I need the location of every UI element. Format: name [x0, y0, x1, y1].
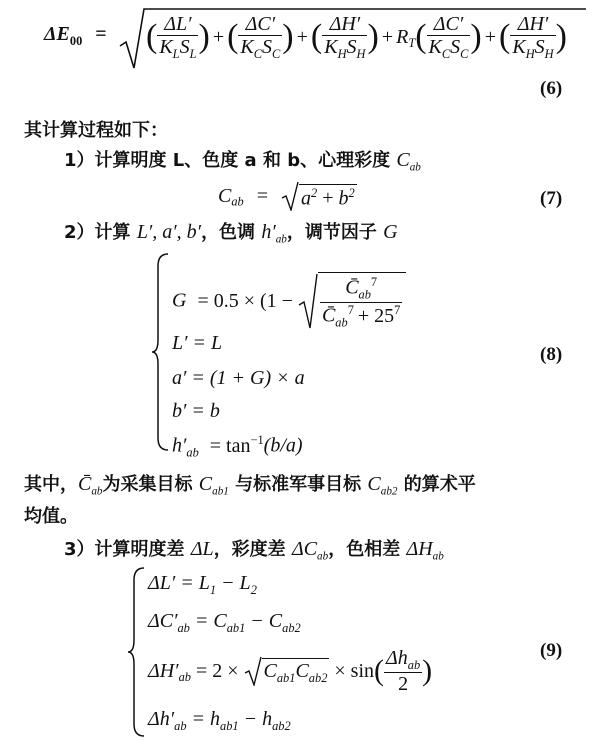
- intro-text: 其计算过程如下：: [24, 120, 168, 141]
- left-brace-eq9: [126, 566, 148, 738]
- eq6-frac-3: $\frac{\Delta H'}{K_HS_H}$: [324, 13, 366, 61]
- eq8-row2: L′ = L: [172, 332, 223, 354]
- eq9-row2: $\Delta C'_{ab} = C_{ab1} - C_{ab2}$: [148, 610, 301, 635]
- radical-sign-eq9: [244, 656, 262, 686]
- eq7-sqrt: $a^2 + b^2$: [281, 181, 357, 211]
- eq6-frac-2: $\frac{\Delta C'}{K_CS_C}$: [240, 13, 281, 61]
- eq8-row4: b′ = b: [172, 400, 220, 422]
- eq8-number: (8): [540, 344, 563, 365]
- eq6-number: (6): [540, 78, 563, 99]
- eq9-row4: $\Delta h'_{ab} = h_{ab1} - h_{ab2}$: [148, 708, 291, 733]
- eq7-number: (7): [540, 188, 563, 209]
- eq8-row3: a′ = (1 + G) × a: [172, 367, 305, 389]
- para-line1: 其中，$C̄_{ab}$为采集目标 $C_{ab1}$ 与标准军事目标 $C_{ab2}$ 的算术平: [24, 473, 476, 498]
- left-brace-eq8: [150, 252, 172, 452]
- eq9-frac: $\frac{\Delta h_{ab}}{2}$: [386, 647, 421, 696]
- eq9-row3: $\Delta H'_{ab} = 2 \times C_{ab1}C_{ab2} \times \sin$( $\frac{\Delta h_{ab}}{2}$ ): [148, 647, 433, 696]
- eq6-lhs: $\Delta E_{00}$ =: [44, 23, 107, 48]
- step2-text: 2）计算 L′, a′, b′，色调 $h'_{ab}$，调节因子 G: [64, 221, 398, 246]
- eq8-row1: G = 0.5 × (1 − $\frac{C̄_{ab}^7}{C̄_{ab}^7 + 25^7}$: [172, 272, 406, 329]
- para-line2: 均值。: [24, 506, 78, 527]
- step1-text: 1）计算明度 L、色度 a 和 b、心理彩度 $C_{ab}$: [64, 149, 421, 174]
- eq6-body: ( $\frac{\Delta L'}{K_LS_L}$ ) +( $\frac{\Delta C'}{K_CS_C}$ ) +( $\frac{\Delta H'}{K_HS_H}$ ) + $R_T$( $\frac{\Delta C'}{K_CS_C}$ ) +( $\frac{\Delta H'}{K_HS_H}$ ): [146, 13, 567, 61]
- eq6-frac-4: $\frac{\Delta C'}{K_CS_C}$: [428, 13, 469, 61]
- eq9-row1: $\Delta L' = L_1 - L_2$: [148, 572, 257, 597]
- radical-sign-eq7: [281, 181, 299, 211]
- radical-sign-eq8: [298, 273, 318, 329]
- eq9-sqrt: $C_{ab1}C_{ab2}$: [244, 656, 330, 686]
- step3-text: 3）计算明度差 ΔL，彩度差 $\Delta C_{ab}$，色相差 $\Delta H_{ab}$: [64, 538, 444, 563]
- eq9-number: (9): [540, 640, 563, 661]
- eq6-frac-1: $\frac{\Delta L'}{K_LS_L}$: [159, 13, 197, 61]
- eq6-frac-5: $\frac{\Delta H'}{K_HS_H}$: [512, 13, 554, 61]
- eq8-sqrt: $\frac{C̄_{ab}^7}{C̄_{ab}^7 + 25^7}$: [298, 272, 406, 329]
- eq8-row5: $h'_{ab} = \tan^{-1}(b/a)$: [172, 433, 303, 460]
- eq7: $C_{ab} = a^2 + b^2$: [218, 181, 357, 211]
